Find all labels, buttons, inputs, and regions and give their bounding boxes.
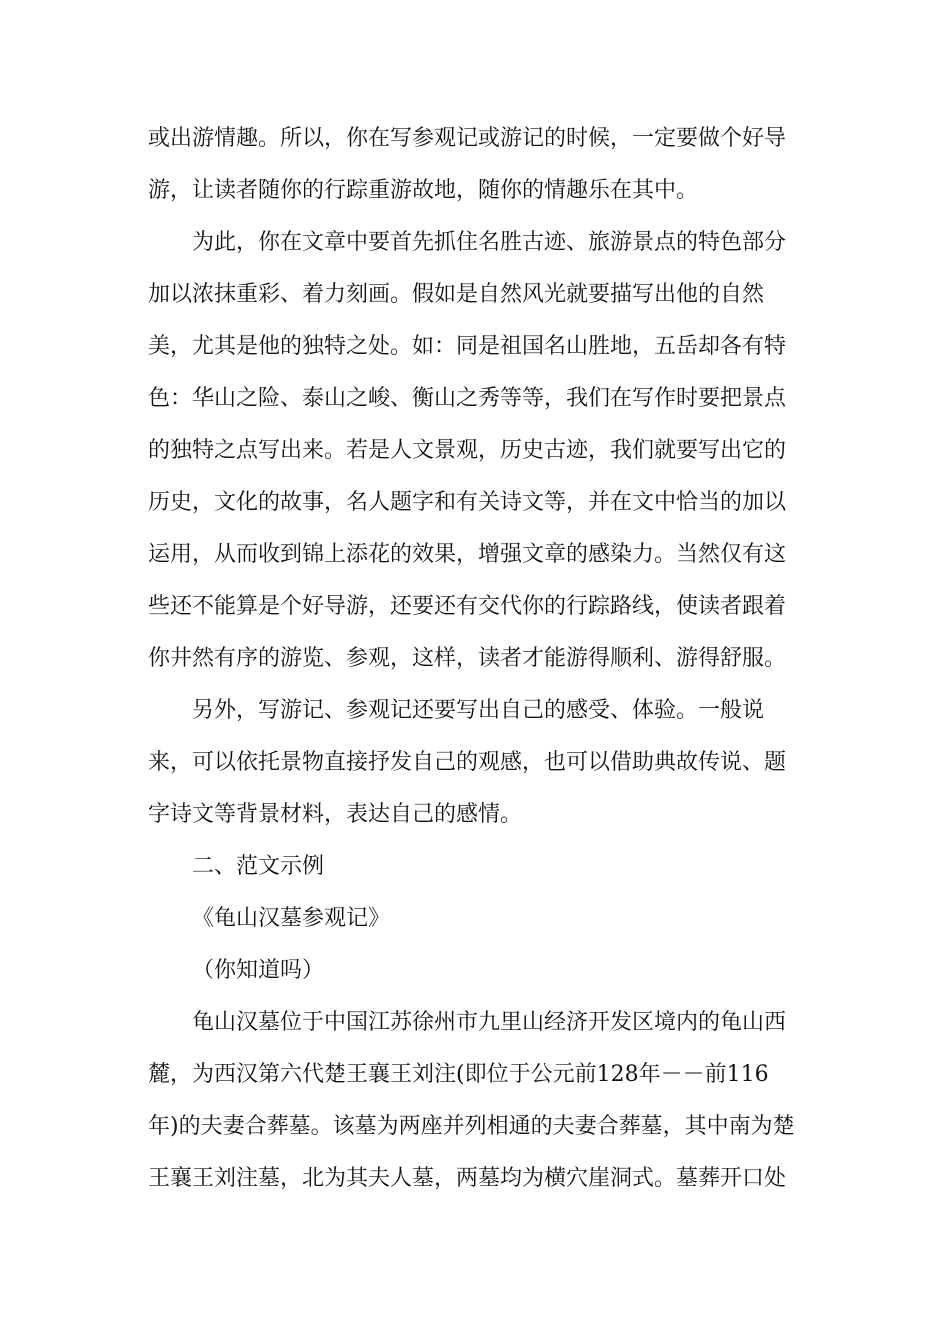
text-line: 来，可以依托景物直接抒发自己的观感，也可以借助典故传说、题 [148,750,787,775]
text-line: 王襄王刘注墓，北为其夫人墓，两墓均为横穴崖洞式。墓葬开口处 [148,1166,787,1191]
text-line: 色：华山之险、泰山之峻、衡山之秀等等，我们在写作时要把景点 [148,386,787,411]
paragraph-start-line: 另外，写游记、参观记还要写出自己的感受、体验。一般说 [192,698,765,723]
text-line: 你井然有序的游览、参观，这样，读者才能游得顺利、游得舒服。 [148,646,787,671]
text-line: 美，尤其是他的独特之处。如：同是祖国名山胜地，五岳却各有特 [148,334,787,359]
text-line: 运用，从而收到锦上添花的效果，增强文章的感染力。当然仅有这 [148,542,787,567]
text-line: 的独特之点写出来。若是人文景观，历史古迹，我们就要写出它的 [148,438,787,463]
text-line: 历史，文化的故事，名人题字和有关诗文等，并在文中恰当的加以 [148,490,787,515]
section-heading: 二、范文示例 [192,854,325,879]
text-line: 或出游情趣。所以，你在写参观记或游记的时候，一定要做个好导 [148,126,787,151]
text-line: 游，让读者随你的行踪重游故地，随你的情趣乐在其中。 [148,178,699,203]
text-line: 麓，为西汉第六代楚王襄王刘注(即位于公元前128年－－前116 [148,1062,769,1087]
document-body [148,113,808,1205]
article-title: 《龟山汉墓参观记》 [192,906,391,931]
text-line: 些还不能算是个好导游，还要还有交代你的行踪路线，使读者跟着 [148,594,787,619]
article-subtitle: （你知道吗） [192,958,325,983]
text-line: 加以浓抹重彩、着力刻画。假如是自然风光就要描写出他的自然 [148,282,765,307]
paragraph-start-line: 龟山汉墓位于中国江苏徐州市九里山经济开发区境内的龟山西 [192,1010,787,1035]
text-line: 字诗文等背景材料，表达自己的感情。 [148,802,523,827]
text-line: 年)的夫妻合葬墓。该墓为两座并列相通的夫妻合葬墓，其中南为楚 [148,1114,795,1139]
paragraph-start-line: 为此，你在文章中要首先抓住名胜古迹、旅游景点的特色部分 [192,230,787,255]
